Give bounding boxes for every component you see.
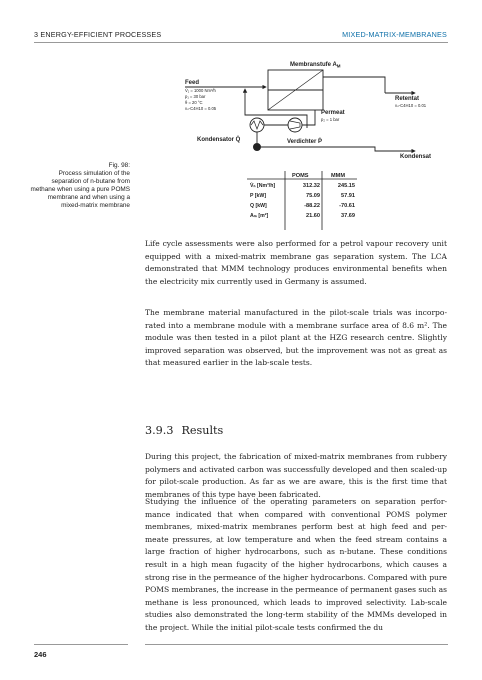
paragraph-pilot: The membrane material manufactured in the pilot-scale trials was incorporated into a membrane module with a membrane surface area of 8.6 m². The module was then tested in a pilot plant at the HZG research centre. Slightly improved separation was observed, but the improvement was not as great as that measured earlier in the lab-scale tests. <box>145 308 447 368</box>
page-number: 246 <box>34 650 47 659</box>
retentat-stream <box>323 77 385 93</box>
figure-caption-text: Process simulation of the separation of n-butane from methane when using a pure POMS membrane and when using a mixed-matrix membrane <box>30 170 130 210</box>
footer-rule-right <box>145 644 448 645</box>
permeat-label: Permeat <box>321 110 345 116</box>
paragraph-parameters: Studying the influence of the operating parameters on separation performance indicated that when compared with conventional POMS polymer membranes, mixed-matrix membranes perform best at high feed and permeate pressures, at low temperature and when the feed stream contains a large fraction of higher hydrocarbons, such as n-butane. These conditions result in a high mean fugacity of the higher hydrocarbons, which causes a strong rise in the permeance of the higher hydrocarbons. Compared with pure POMS membranes, the increase in the permeance of permanent gases such as methane is less pronounced, which leads to improved selectivity. Lab-scale studies also demonstrated the long-term stability of the MMMs developed in the project. While the initial pilot-scale tests confirmed the du <box>145 497 447 632</box>
table-cell: 75.09 <box>306 193 320 199</box>
table-cell: 312.32 <box>302 183 320 189</box>
retentat-label: Retentat <box>395 96 420 102</box>
footer-rule-left <box>34 644 128 645</box>
permeat-param: p₂ = 1 bar <box>321 117 340 122</box>
figure-caption-label: Fig. 98: <box>108 162 130 169</box>
kondensator-label: Kondensator Q̇ <box>197 137 241 143</box>
table-cell: -88.22 <box>304 203 320 209</box>
table-header-poms: POMS <box>292 173 309 179</box>
running-header-left: 3 ENERGY-EFFICIENT PROCESSES <box>34 30 162 39</box>
table-cell: 21.60 <box>306 213 320 219</box>
table-header-mmm: MMM <box>331 173 345 179</box>
results-table <box>247 171 357 230</box>
section-title: Results <box>181 424 224 437</box>
paragraph-lca: Life cycle assessments were also performed for a petrol vapour recovery unit equipped with a mixed-matrix membrane gas separation system. The LCA demonstrated that MMM technology produces environmental benefits when the electricity mix currently used in Germany is assumed. <box>145 239 447 286</box>
paragraph-fabrication: During this project, the fabrication of mixed-matrix membranes from rubbery polymers and activated carbon was successfully developed and then scaled-up for pilot-scale production. As far as we are aware, this is the first time that membranes of this type have been fabricated. <box>145 452 447 499</box>
table-row-label: Q [kW] <box>250 203 267 209</box>
feed-param-2: p₁ = 30 bar <box>185 94 206 99</box>
feed-label: Feed <box>185 80 200 86</box>
kondensat-stream <box>261 147 415 151</box>
feed-param-3: ϑ = 20 °C <box>185 100 203 105</box>
table-cell: -70.61 <box>339 203 355 209</box>
section-heading <box>145 424 223 437</box>
feed-param-4: νₙ-C4H10 = 0.05 <box>185 106 217 111</box>
process-diagram <box>175 55 453 230</box>
table-row-label: Aₘ [m²] <box>250 213 269 219</box>
table-row-label: V̇ₙ [Nm³/h] <box>250 183 276 189</box>
table-cell: 57.91 <box>341 193 355 199</box>
membrane-stage-label: Membranstufe $A_M$ <box>290 62 341 69</box>
table-cell: 245.15 <box>337 183 355 189</box>
section-number: 3.9.3 <box>145 424 174 437</box>
retentat-param: νₙ-C4H10 = 0.01 <box>395 103 427 108</box>
table-row-label: P [kW] <box>250 193 267 199</box>
table-cell: 37.69 <box>341 213 355 219</box>
kondensat-label: Kondensat <box>400 154 432 160</box>
header-rule <box>34 42 448 43</box>
verdichter-label: Verdichter Ṗ <box>287 139 323 145</box>
figure-caption <box>30 162 130 211</box>
running-header-right: MIXED-MATRIX-MEMBRANES <box>342 30 447 39</box>
feed-param-1: V̇₁ = 1000 Nm³/h <box>185 88 216 93</box>
separator-icon <box>253 143 261 151</box>
